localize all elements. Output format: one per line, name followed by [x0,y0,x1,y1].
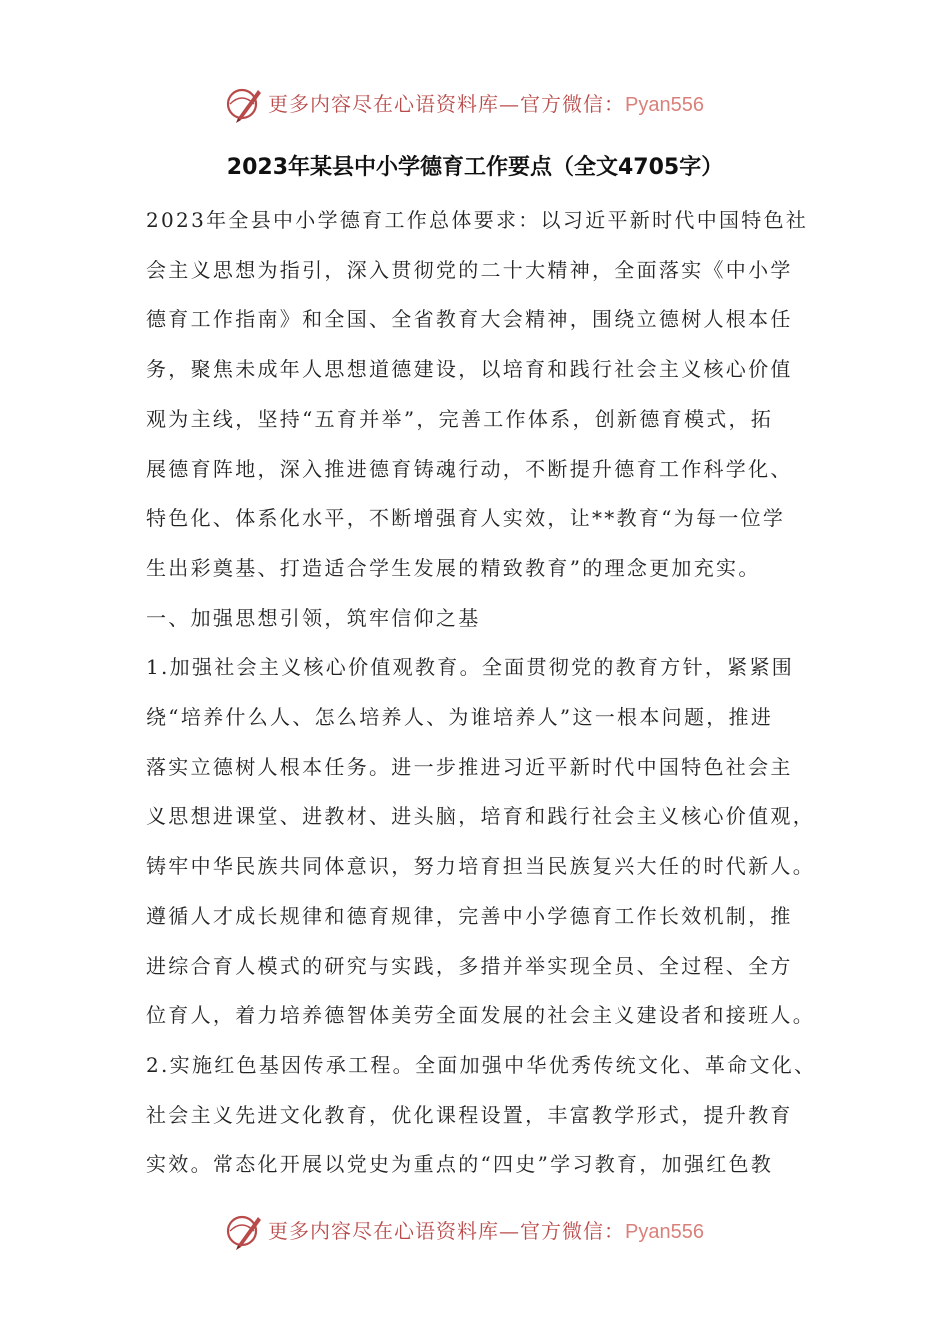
watermark-text: 更多内容尽在心语资料库—官方微信：Pyan556 [268,92,704,116]
text-line: 观为主线，坚持“五育并举”，完善工作体系，创新德育模式，拓 [146,406,774,431]
text-line: 落实立德树人根本任务。进一步推进习近平新时代中国特色社会主 [146,754,793,779]
text-line: 一、加强思想引领，筑牢信仰之基 [146,605,481,630]
text-line: 遵循人才成长规律和德育规律，完善中小学德育工作长效机制，推 [146,903,793,928]
watermark-banner-bottom [0,1211,950,1251]
paragraph [146,594,816,644]
wechat-id: Pyan556 [625,94,704,116]
text-line: 社会主义先进文化教育，优化课程设置，丰富教学形式，提升教育 [146,1102,793,1127]
text-line: 德育工作指南》和全国、全省教育大会精神，围绕立德树人根本任 [146,307,793,332]
text-line: 义思想进课堂、进教材、进头脑，培育和践行社会主义核心价值观， [146,804,815,829]
text-line: 展德育阵地，深入推进德育铸魂行动，不断提升德育工作科学化、 [146,456,793,481]
text-line: 铸牢中华民族共同体意识，努力培育担当民族复兴大任的时代新人。 [146,854,815,879]
watermark-text: 更多内容尽在心语资料库—官方微信：Pyan556 [268,1219,704,1243]
pen-logo-icon [224,1211,264,1251]
document-title: 2023年某县中小学德育工作要点（全文4705字） [226,155,724,180]
text-line: 务，聚焦未成年人思想道德建设，以培育和践行社会主义核心价值 [146,357,793,382]
text-line: 位育人，着力培养德智体美劳全面发展的社会主义建设者和接班人。 [146,1003,815,1028]
text-line: 生出彩奠基、打造适合学生发展的精致教育”的理念更加充实。 [146,555,761,580]
text-line: 2.实施红色基因传承工程。全面加强中华优秀传统文化、革命文化、 [146,1052,817,1077]
document-body [146,196,816,1190]
text-line: 特色化、体系化水平，不断增强育人实效，让**教育“为每一位学 [146,506,786,531]
text-line: 会主义思想为指引，深入贯彻党的二十大精神，全面落实《中小学 [146,257,793,282]
text-line: 1.加强社会主义核心价值观教育。全面贯彻党的教育方针，紧紧围 [146,655,795,680]
text-line: 进综合育人模式的研究与实践，多措并举实现全员、全过程、全方 [146,953,793,978]
paragraph [146,643,816,1041]
text-line: 绕“培养什么人、怎么培养人、为谁培养人”这一根本问题，推进 [146,705,774,730]
text-line: 2023年全县中小学德育工作总体要求：以习近平新时代中国特色社 [146,208,809,232]
paragraph [146,1041,816,1190]
wechat-id: Pyan556 [625,1221,704,1243]
paragraph [146,196,816,594]
pen-logo-icon [224,84,264,124]
watermark-banner-top [0,84,950,124]
text-line: 实效。常态化开展以党史为重点的“四史”学习教育，加强红色教 [146,1152,774,1177]
